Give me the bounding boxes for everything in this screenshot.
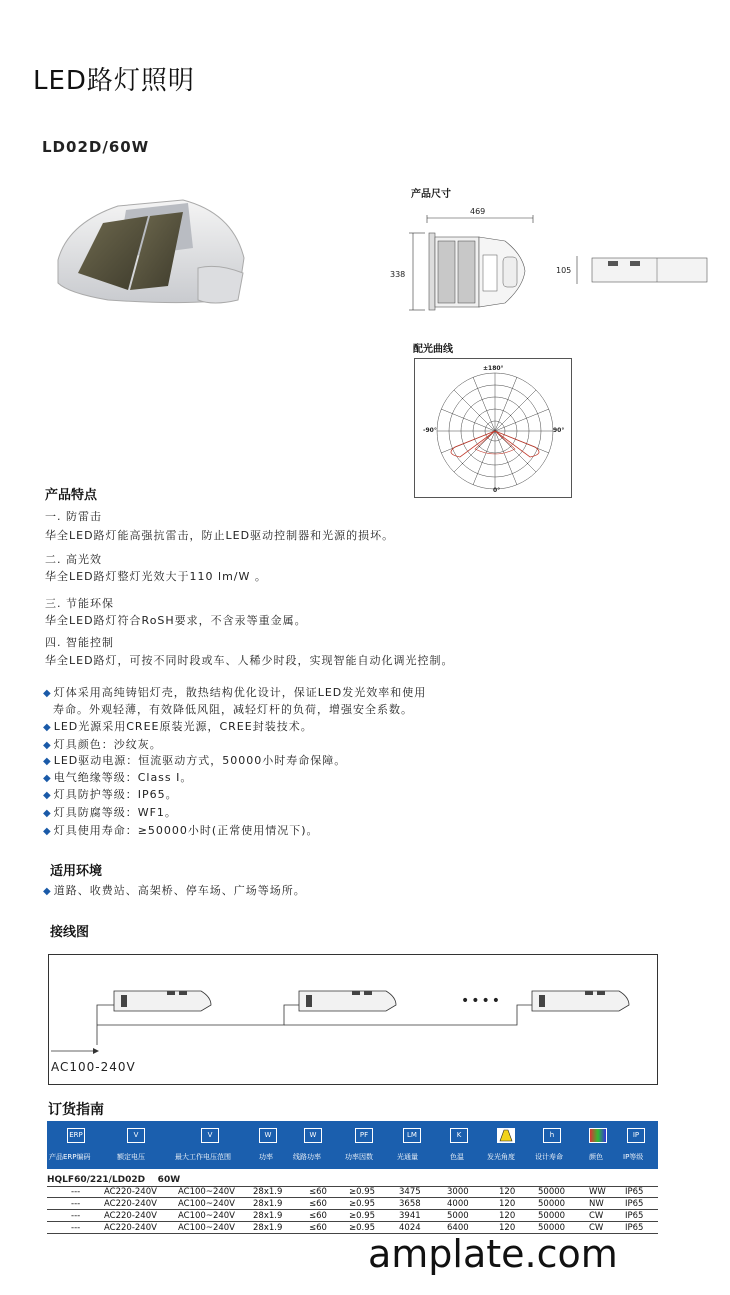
spec-item: ◆ LED光源采用CREE原装光源，CREE封装技术。 — [43, 720, 313, 733]
bullet-icon: ◆ — [43, 826, 52, 837]
color-icon — [589, 1128, 607, 1143]
feature-title: 一. 防雷击 — [45, 510, 102, 523]
bullet-icon: ◆ — [43, 756, 52, 767]
model-label: LD02D/60W — [42, 138, 150, 156]
dim-side-height: 105 — [556, 266, 572, 275]
product-image — [48, 188, 248, 318]
angle-right: 90° — [553, 427, 565, 434]
col-voltage: 额定电压 — [117, 1153, 145, 1161]
erp-icon: ERP — [67, 1128, 85, 1143]
bullet-icon: ◆ — [43, 740, 52, 751]
table-row: --- AC220-240V AC100~240V 28x1.9 ≤60 ≥0.95 4024 6400 120 50000 CW IP65 — [47, 1223, 658, 1234]
voltage-range-icon: V — [201, 1128, 219, 1143]
power-factor-icon: PF — [355, 1128, 373, 1143]
feature-text: 华全LED路灯整灯光效大于110 lm/W 。 — [45, 570, 267, 583]
dimensions-heading: 产品尺寸 — [411, 189, 451, 200]
bullet-icon: ◆ — [43, 808, 52, 819]
wiring-heading: 接线图 — [50, 925, 90, 940]
lifetime-icon: h — [543, 1128, 561, 1143]
beam-angle-icon — [497, 1128, 515, 1143]
wiring-diagram — [48, 954, 658, 1085]
light-curve-box — [414, 358, 572, 498]
lumen-icon: LM — [403, 1128, 421, 1143]
col-lumen: 光通量 — [397, 1153, 418, 1161]
spec-item: 寿命。外观轻薄，有效降低风阻，减轻灯杆的负荷，增强安全系数。 — [53, 703, 413, 716]
angle-left: -90° — [423, 427, 437, 434]
polar-chart — [415, 359, 571, 497]
bullet-icon: ◆ — [43, 886, 52, 897]
col-erp: 产品ERP编码 — [49, 1153, 91, 1161]
dim-height: 338 — [390, 270, 406, 279]
col-voltage-range: 最大工作电压范围 — [175, 1153, 231, 1161]
order-table-header — [47, 1121, 658, 1169]
feature-text: 华全LED路灯，可按不同时段或车、人稀少时段，实现智能自动化调光控制。 — [45, 654, 454, 667]
application-heading: 适用环境 — [50, 864, 103, 879]
col-beam-angle: 发光角度 — [487, 1153, 515, 1161]
feature-text: 华全LED路灯符合RoSH要求，不含汞等重金属。 — [45, 614, 307, 627]
bullet-icon: ◆ — [43, 773, 52, 784]
table-row: --- AC220-240V AC100~240V 28x1.9 ≤60 ≥0.95 3658 4000 120 50000 NW IP65 — [47, 1199, 658, 1210]
features-heading: 产品特点 — [45, 488, 98, 503]
col-cct: 色温 — [450, 1153, 464, 1161]
power-icon: W — [259, 1128, 277, 1143]
wiring-drawing — [49, 955, 657, 1084]
feature-title: 三. 节能环保 — [45, 597, 114, 610]
order-model-line: HQLF60/221/LD02D 60W — [47, 1175, 181, 1185]
feature-title: 二. 高光效 — [45, 553, 102, 566]
col-circuit-power: 线路功率 — [293, 1153, 321, 1161]
col-ip: IP等级 — [623, 1153, 644, 1161]
dim-width: 469 — [470, 207, 486, 216]
spec-item: ◆ 灯体采用高纯铸铝灯壳，散热结构优化设计，保证LED发光效率和使用 — [43, 686, 427, 699]
circuit-power-icon: W — [304, 1128, 322, 1143]
feature-text: 华全LED路灯能高强抗雷击，防止LED驱动控制器和光源的损坏。 — [45, 529, 395, 542]
top-view-drawing — [405, 215, 545, 315]
spec-item: ◆ LED驱动电源：恒流驱动方式，50000小时寿命保障。 — [43, 754, 347, 767]
bullet-icon: ◆ — [43, 790, 52, 801]
col-lifetime: 设计寿命 — [535, 1153, 563, 1161]
spec-item: ◆ 电气绝缘等级：Class Ⅰ。 — [43, 771, 193, 784]
table-row: --- AC220-240V AC100~240V 28x1.9 ≤60 ≥0.95 3475 3000 120 50000 WW IP65 — [47, 1187, 658, 1198]
table-row: --- AC220-240V AC100~240V 28x1.9 ≤60 ≥0.95 3941 5000 120 50000 CW IP65 — [47, 1211, 658, 1222]
col-color: 颜色 — [589, 1153, 603, 1161]
wiring-voltage: AC100-240V — [51, 1060, 136, 1074]
order-heading: 订货指南 — [48, 1102, 104, 1118]
application-text: ◆ 道路、收费站、高架桥、停车场、广场等场所。 — [43, 884, 306, 897]
wiring-dots: •••• — [461, 993, 503, 1009]
spec-item: ◆ 灯具防腐等级：WF1。 — [43, 806, 177, 819]
bullet-icon: ◆ — [43, 722, 52, 733]
spec-item: ◆ 灯具使用寿命：≥50000小时(正常使用情况下)。 — [43, 824, 319, 837]
feature-title: 四. 智能控制 — [45, 636, 114, 649]
ip-icon: IP — [627, 1128, 645, 1143]
voltage-icon: V — [127, 1128, 145, 1143]
light-curve-heading: 配光曲线 — [413, 344, 453, 355]
col-power-factor: 功率因数 — [345, 1153, 373, 1161]
angle-bottom: 0° — [493, 487, 501, 494]
spec-item: ◆ 灯具颜色：沙纹灰。 — [43, 738, 162, 751]
col-power: 功率 — [259, 1153, 273, 1161]
bullet-icon: ◆ — [43, 688, 52, 699]
side-view-drawing — [572, 250, 712, 290]
spec-item: ◆ 灯具防护等级：IP65。 — [43, 788, 178, 801]
page-title: LED路灯照明 — [33, 66, 195, 96]
angle-top: ±180° — [483, 365, 504, 372]
watermark: amplate.com — [368, 1232, 618, 1276]
kelvin-icon: K — [450, 1128, 468, 1143]
